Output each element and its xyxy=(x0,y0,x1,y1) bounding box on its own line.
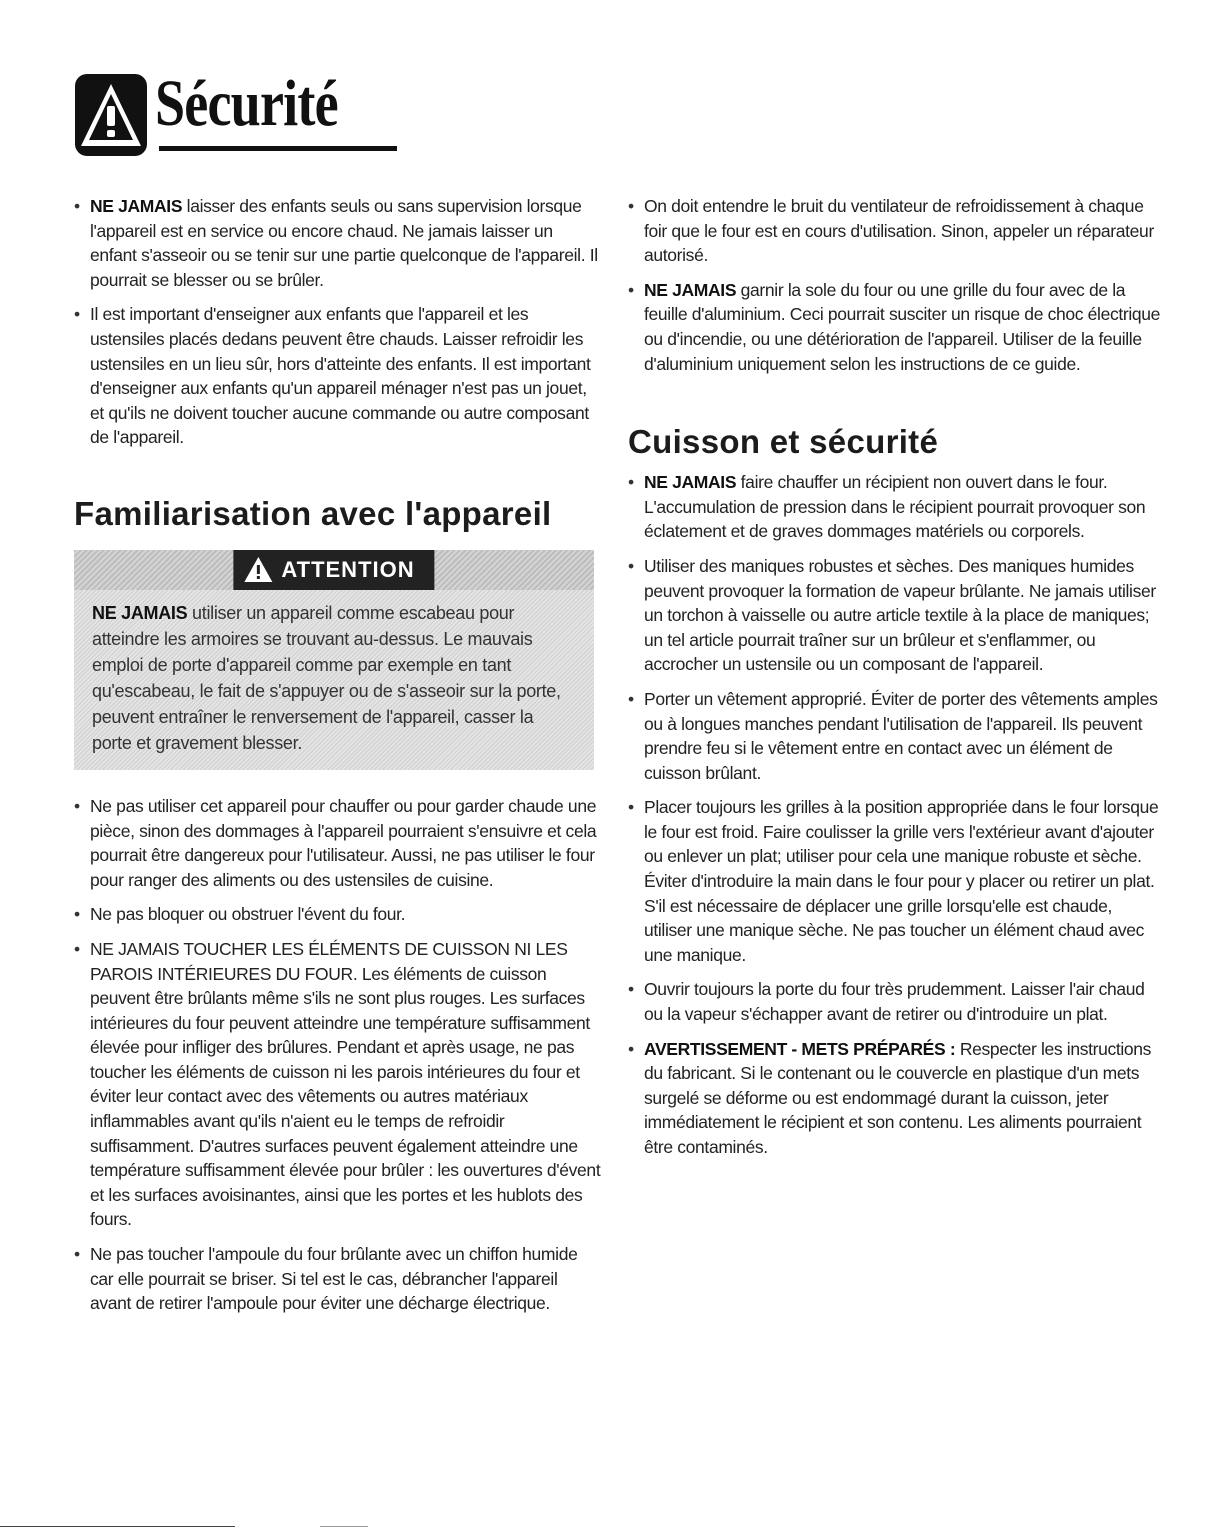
attention-box xyxy=(74,550,594,770)
list-item xyxy=(628,1037,1163,1160)
bold-lead: NE JAMAIS xyxy=(92,602,188,623)
right-bullet-list-1 xyxy=(628,194,1163,376)
list-item xyxy=(628,554,1163,677)
item-text: Ouvrir toujours la porte du four très prudemment. Laisser l'air chaud ou la vapeur s'échapper avant de retirer ou d'introduire un plat. xyxy=(644,979,1145,1025)
list-item xyxy=(74,302,602,450)
item-text: Placer toujours les grilles à la position appropriée dans le four lorsque le four est froid. Faire coulisser la grille vers l'extérieur avant d'ajouter ou enlever un plat; utiliser pour cela une manique robuste et sèche. Éviter d'introduire la main dans le four pour y placer ou retirer un plat. S'il est nécessaire de déplacer une grille lorsqu'elle est chaude, utiliser une manique sèche. Ne pas toucher un élément chaud avec une manique. xyxy=(644,797,1159,965)
list-item xyxy=(74,902,602,927)
list-item xyxy=(628,795,1163,967)
attention-header xyxy=(233,550,434,590)
bold-lead: AVERTISSEMENT - METS PRÉPARÉS : xyxy=(644,1038,956,1059)
attention-bar xyxy=(74,550,594,590)
item-text: Ne pas toucher l'ampoule du four brûlante avec un chiffon humide car elle pourrait se briser. Si tel est le cas, débrancher l'appareil avant de retirer l'ampoule pour éviter une décharge électrique. xyxy=(90,1244,578,1314)
item-text: Porter un vêtement approprié. Éviter de porter des vêtements amples ou à longues manches pendant l'utilisation de l'appareil. Ils peuvent prendre feu si le vêtement entre en contact avec un élément de cuisson brûlant. xyxy=(644,688,1158,783)
right-bullet-list-2 xyxy=(628,470,1163,1159)
list-item xyxy=(74,194,602,292)
item-text: Respecter les instructions du fabricant. Si le contenant ou le couvercle en plastique d'un mets surgelé se déforme ou est endommagé durant la cuisson, jeter immédiatement le récipient et son contenu. Les aliments pourraient être contaminés. xyxy=(644,1038,1152,1157)
left-bullet-list-1 xyxy=(74,194,602,450)
title-underline xyxy=(159,146,397,151)
footer-rule xyxy=(320,1526,368,1527)
page-title: Sécurité xyxy=(155,67,338,140)
section-heading-familiarisation: Familiarisation avec l'appareil xyxy=(74,494,552,532)
attention-text xyxy=(74,590,594,770)
list-item xyxy=(628,977,1163,1026)
bold-lead: NE JAMAIS xyxy=(644,279,737,300)
attention-body-text: utiliser un appareil comme escabeau pour atteindre les armoires se trouvant au-dessus. Le mauvais emploi de porte d'appareil comme par exemple en tant qu'escabeau, le fait de s'appuyer ou de s'asseoir sur la porte, peuvent entraîner le renversement de l'appareil, casser la porte et gravement blesser. xyxy=(92,602,561,753)
list-item xyxy=(628,194,1163,268)
list-item xyxy=(628,470,1163,544)
bold-lead: NE JAMAIS xyxy=(644,472,737,493)
list-item xyxy=(74,1242,602,1316)
right-column xyxy=(628,194,1163,1170)
item-text: On doit entendre le bruit du ventilateur de refroidissement à chaque foir que le four est en cours d'utilisation. Sinon, appeler un réparateur autorisé. xyxy=(644,196,1154,266)
footer-rule xyxy=(0,1526,235,1527)
list-item xyxy=(628,687,1163,785)
list-item xyxy=(74,794,602,892)
warning-triangle-icon xyxy=(243,556,273,583)
item-text: faire chauffer un récipient non ouvert dans le four. L'accumulation de pression dans le récipient pourrait provoquer son éclatement et de graves dommages matériels ou corporels. xyxy=(644,472,1146,542)
item-text: Ne pas bloquer ou obstruer l'évent du four. xyxy=(90,904,406,925)
item-text: Ne pas utiliser cet appareil pour chauffer ou pour garder chaude une pièce, sinon des dommages à l'appareil pourraient s'ensuivre et cela pourrait être dangereux pour l'utilisateur. Aussi, ne pas utiliser le four pour ranger des aliments ou des ustensiles de cuisine. xyxy=(90,795,597,890)
item-text: NE JAMAIS TOUCHER LES ÉLÉMENTS DE CUISSON NI LES PAROIS INTÉRIEURES DU FOUR. Les éléments de cuisson peuvent être brûlants même s'ils ne sont plus rouges. Les surfaces intérieures du four peuvent atteindre une température suffisamment élevée pour infliger des brûlures. Pendant et après usage, ne pas toucher les éléments de cuisson ni les parois intérieures du four et éviter leur contact avec des vêtements ou autres matériaux inflammables avant qu'ils n'aient eu le temps de refroidir suffisamment. D'autres surfaces peuvent également atteindre une température suffisamment élevée pour brûler : les ouvertures d'évent et les surfaces avoisinantes, ainsi que les portes et les hublots des fours. xyxy=(90,938,601,1230)
item-text: Utiliser des maniques robustes et sèches. Des maniques humides peuvent provoquer la formation de vapeur brûlante. Ne jamais utiliser un torchon à vaisselle ou autre article textile à la place de maniques; un tel article pourrait traîner sur un brûleur et s'enflammer, ou accrocher un ustensile ou un composant de l'appareil. xyxy=(644,555,1156,675)
left-bullet-list-2 xyxy=(74,794,602,1316)
item-text: laisser des enfants seuls ou sans supervision lorsque l'appareil est en service ou encore chaud. Ne jamais laisser un enfant s'asseoir ou se tenir sur une partie quelconque de l'appareil. Il pourrait se blesser ou se brûler. xyxy=(90,196,598,290)
warning-triangle-icon xyxy=(75,74,147,156)
list-item xyxy=(74,937,602,1232)
left-column xyxy=(74,194,602,1326)
list-item xyxy=(628,278,1163,376)
bold-lead: NE JAMAIS xyxy=(90,196,183,216)
section-heading-cuisson: Cuisson et sécurité xyxy=(628,423,939,461)
item-text: garnir la sole du four ou une grille du four avec de la feuille d'aluminium. Ceci pourrait susciter un risque de choc électrique ou d'incendie, ou une détérioration de l'appareil. Utiliser de la feuille d'aluminium uniquement selon les instructions de ce guide. xyxy=(644,279,1161,374)
item-text: Il est important d'enseigner aux enfants que l'appareil et les ustensiles placés dedans peuvent être chauds. Laisser refroidir les ustensiles en un lieu sûr, hors d'atteinte des enfants. Il est important d'enseigner aux enfants qu'un appareil ménager n'est pas un jouet, et qu'ils ne doivent toucher aucune commande ou autre composant de l'appareil. xyxy=(90,304,591,448)
attention-label: ATTENTION xyxy=(281,556,415,582)
